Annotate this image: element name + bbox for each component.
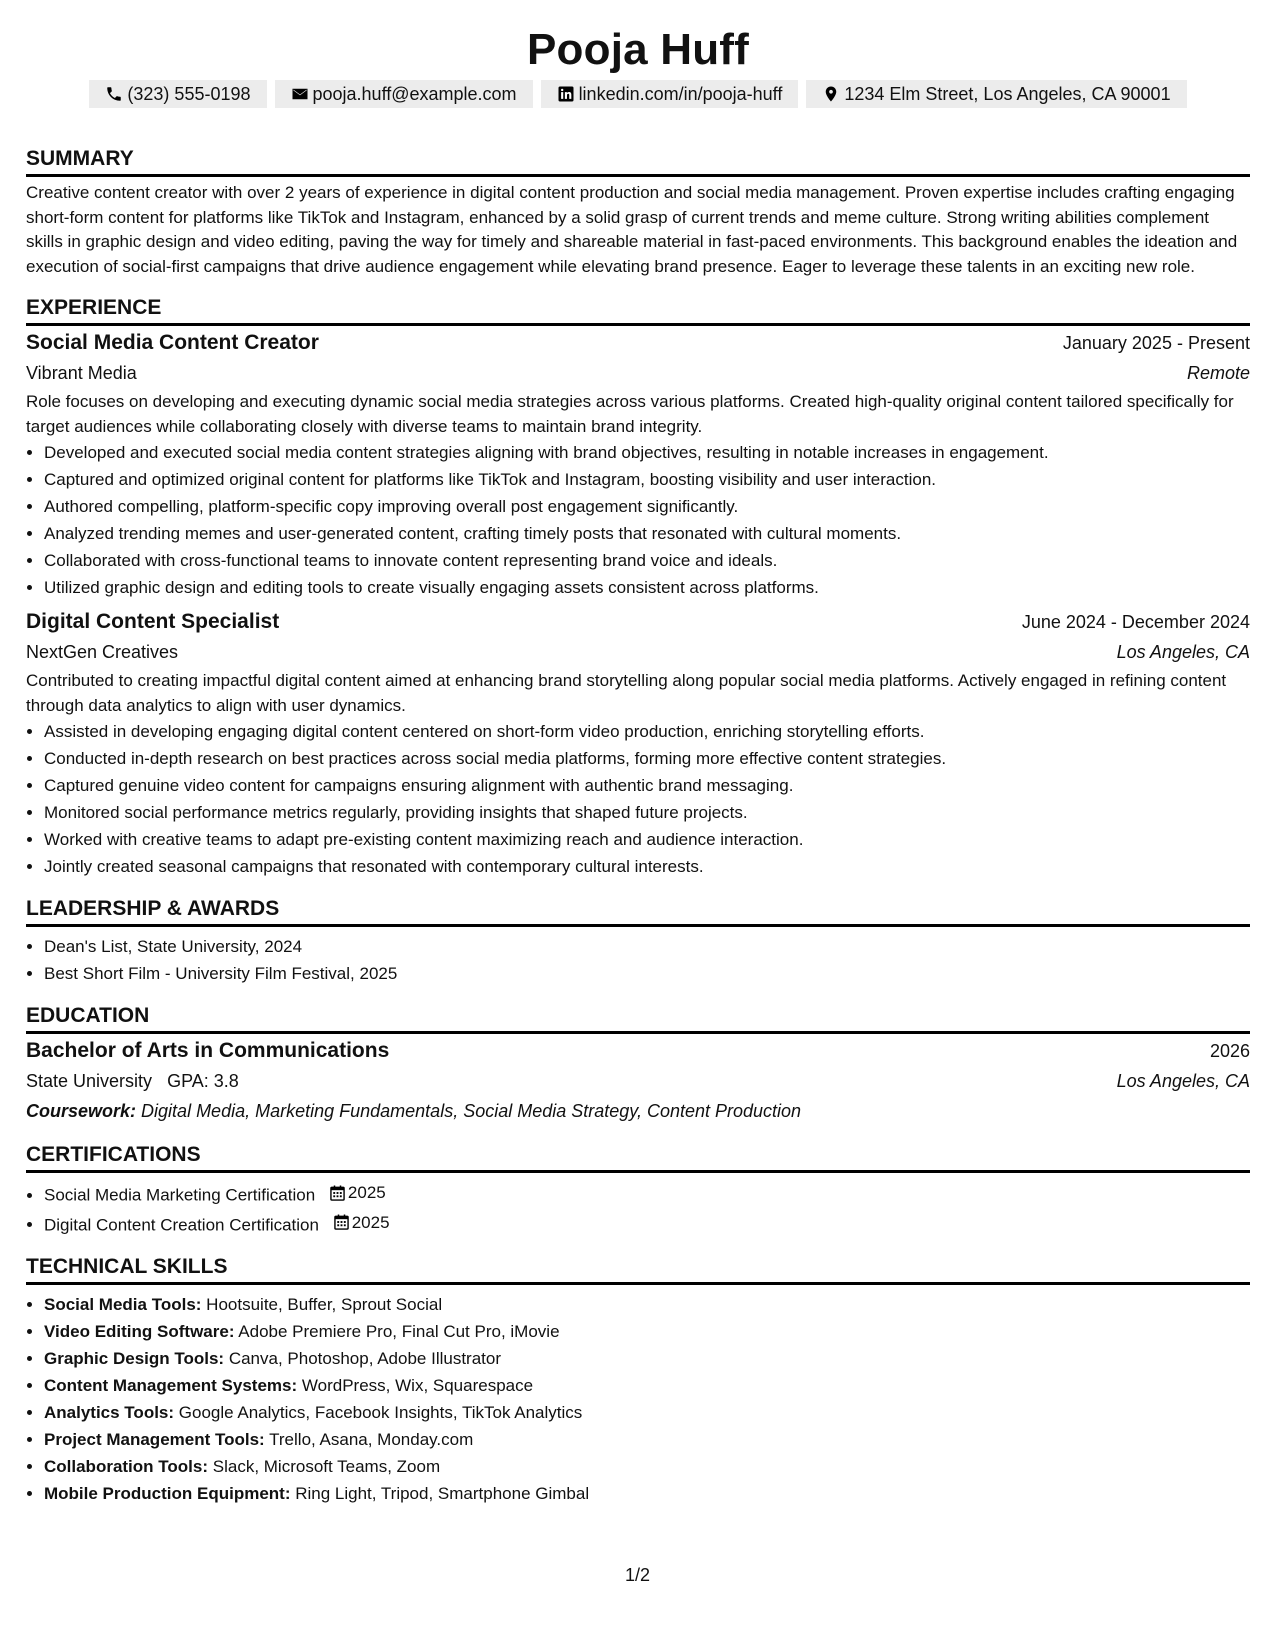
leadership-list bbox=[26, 933, 1250, 987]
calendar-icon bbox=[330, 1185, 345, 1201]
job-company: NextGen Creatives bbox=[26, 642, 179, 662]
cert-year: 2025 bbox=[347, 1183, 386, 1202]
address-text: 1234 Elm Street, Los Angeles, CA 90001 bbox=[844, 84, 1171, 104]
list-item bbox=[44, 1372, 1250, 1399]
cert-year: 2025 bbox=[351, 1212, 390, 1232]
coursework bbox=[26, 1096, 1250, 1126]
job-title: Digital Content Specialist bbox=[26, 610, 280, 633]
job-entry bbox=[26, 607, 1250, 880]
list-item bbox=[44, 1399, 1250, 1426]
list-item: • Developed and executed social media content strategies aligning with brand objectives, resulting in notable increases in engagement. bbox=[44, 439, 1250, 466]
graduation-year: 2026 bbox=[1209, 1041, 1250, 1061]
cert-name: Digital Content Creation Certification bbox=[44, 1215, 319, 1234]
phone-icon bbox=[105, 85, 123, 103]
school-location: Los Angeles, CA bbox=[1116, 1071, 1250, 1091]
resume-page bbox=[26, 0, 1250, 1507]
job-bullets bbox=[26, 718, 1250, 880]
list-item bbox=[44, 1209, 1250, 1239]
list-item: • Worked with creative teams to adapt pre-existing content maximizing reach and audience interaction. bbox=[44, 826, 1250, 853]
skill-label: Collaboration Tools: bbox=[44, 1457, 209, 1476]
education-section bbox=[26, 1003, 1250, 1126]
degree-title: Bachelor of Arts in Communications bbox=[26, 1039, 390, 1062]
list-item: • Conducted in-depth research on best practices across social media platforms, forming more effective content strategies. bbox=[44, 745, 1250, 772]
map-pin-icon bbox=[822, 85, 840, 103]
job-dates: June 2024 - December 2024 bbox=[1021, 612, 1250, 632]
skill-label: Analytics Tools: bbox=[44, 1403, 175, 1422]
linkedin-icon bbox=[557, 85, 575, 103]
list-item: • Assisted in developing engaging digital content centered on short-form video production, enriching storytelling efforts. bbox=[44, 718, 1250, 745]
experience-section bbox=[26, 295, 1250, 880]
list-item: • Collaborated with cross-functional teams to innovate content representing brand voice and ideals. bbox=[44, 547, 1250, 574]
list-item bbox=[44, 1426, 1250, 1453]
candidate-name: Pooja Huff bbox=[527, 25, 749, 74]
list-item bbox=[44, 1291, 1250, 1318]
skills-section bbox=[26, 1254, 1250, 1507]
list-item: • Jointly created seasonal campaigns that resonated with contemporary cultural interests. bbox=[44, 853, 1250, 880]
skill-value: Ring Light, Tripod, Smartphone Gimbal bbox=[295, 1484, 590, 1503]
job-dates: January 2025 - Present bbox=[1062, 333, 1250, 353]
job-description: Contributed to creating impactful digital content aimed at enhancing brand storytelling along popular social media platforms. Actively engaged in refining content through data analytics to align with user dynamics. bbox=[26, 671, 1227, 715]
summary-section bbox=[26, 146, 1250, 279]
education-heading: EDUCATION bbox=[26, 1003, 1250, 1034]
gpa: GPA: 3.8 bbox=[167, 1071, 239, 1091]
skill-label: Graphic Design Tools: bbox=[44, 1349, 225, 1368]
skill-value: Trello, Asana, Monday.com bbox=[269, 1430, 474, 1449]
job-description: Role focuses on developing and executing dynamic social media strategies across various platforms. Created high-quality original content tailored specifically for target audiences while collaborating closely with diverse teams to maintain brand integrity. bbox=[26, 392, 1234, 436]
certifications-section bbox=[26, 1142, 1250, 1238]
skill-value: Hootsuite, Buffer, Sprout Social bbox=[206, 1295, 443, 1314]
list-item: • Captured genuine video content for campaigns ensuring alignment with authentic brand messaging. bbox=[44, 772, 1250, 799]
skill-value: Adobe Premiere Pro, Final Cut Pro, iMovie bbox=[238, 1322, 560, 1341]
list-item bbox=[44, 1453, 1250, 1480]
job-location: Los Angeles, CA bbox=[1116, 642, 1250, 662]
list-item: • Captured and optimized original content for platforms like TikTok and Instagram, boosting visibility and user interaction. bbox=[44, 466, 1250, 493]
skills-list bbox=[26, 1291, 1250, 1507]
skill-value: Canva, Photoshop, Adobe Illustrator bbox=[228, 1349, 502, 1368]
contact-phone[interactable] bbox=[89, 80, 266, 108]
list-item: • Monitored social performance metrics regularly, providing insights that shaped future projects. bbox=[44, 799, 1250, 826]
skill-value: WordPress, Wix, Squarespace bbox=[301, 1376, 534, 1395]
list-item bbox=[44, 1345, 1250, 1372]
email-text: pooja.huff@example.com bbox=[312, 84, 517, 104]
contact-bar bbox=[26, 80, 1250, 108]
skill-label: Project Management Tools: bbox=[44, 1430, 265, 1449]
list-item: • Utilized graphic design and editing tools to create visually engaging assets consistent across platforms. bbox=[44, 574, 1250, 601]
contact-address bbox=[806, 80, 1186, 108]
leadership-heading: LEADERSHIP & AWARDS bbox=[26, 896, 1250, 927]
list-item: • Authored compelling, platform-specific copy improving overall post engagement significantly. bbox=[44, 493, 1250, 520]
job-company: Vibrant Media bbox=[26, 363, 137, 383]
certifications-heading: CERTIFICATIONS bbox=[26, 1142, 1250, 1173]
experience-heading: EXPERIENCE bbox=[26, 295, 1250, 326]
contact-linkedin[interactable] bbox=[541, 80, 799, 108]
phone-text: (323) 555-0198 bbox=[127, 84, 251, 104]
page-number: 1/2 bbox=[624, 1565, 651, 1585]
calendar-icon bbox=[334, 1214, 349, 1230]
job-title: Social Media Content Creator bbox=[26, 331, 319, 354]
coursework-list: Digital Media, Marketing Fundamentals, Social Media Strategy, Content Production bbox=[141, 1101, 802, 1121]
job-entry bbox=[26, 328, 1250, 601]
skill-value: Google Analytics, Facebook Insights, TikTok Analytics bbox=[178, 1403, 583, 1422]
list-item bbox=[44, 1318, 1250, 1345]
skills-heading: TECHNICAL SKILLS bbox=[26, 1254, 1250, 1285]
skill-value: Slack, Microsoft Teams, Zoom bbox=[212, 1457, 441, 1476]
list-item bbox=[44, 1480, 1250, 1507]
certifications-list bbox=[26, 1179, 1250, 1238]
list-item bbox=[44, 1179, 1250, 1209]
leadership-section bbox=[26, 896, 1250, 987]
coursework-label: Coursework: bbox=[26, 1101, 137, 1121]
list-item: • Dean's List, State University, 2024 bbox=[44, 933, 1250, 960]
list-item: • Analyzed trending memes and user-generated content, crafting timely posts that resonated with cultural moments. bbox=[44, 520, 1250, 547]
linkedin-text: linkedin.com/in/pooja-huff bbox=[578, 84, 783, 104]
skill-label: Content Management Systems: bbox=[44, 1376, 298, 1395]
skill-label: Mobile Production Equipment: bbox=[44, 1484, 291, 1503]
contact-email[interactable] bbox=[275, 80, 533, 108]
list-item: • Best Short Film - University Film Festival, 2025 bbox=[44, 960, 1250, 987]
summary-heading: SUMMARY bbox=[26, 146, 1250, 177]
skill-label: Video Editing Software: bbox=[44, 1322, 235, 1341]
school-name: State University bbox=[26, 1071, 153, 1091]
summary-text: Creative content creator with over 2 years of experience in digital content production and social media management. Proven expertise includes crafting engaging short-form content for platforms like TikTok and Instagram, enhanced by a solid grasp of current trends and meme culture. Strong writing abilities complement skills in graphic design and video editing, paving the way for timely and shareable material in fast-paced environments. This background enables the ideation and execution of social-first campaigns that drive audience engagement while elevating brand presence. Eager to leverage these talents in an exciting new role. bbox=[26, 183, 1238, 276]
envelope-icon bbox=[291, 85, 309, 103]
job-location: Remote bbox=[1186, 363, 1250, 383]
cert-name: Social Media Marketing Certification bbox=[44, 1185, 316, 1205]
job-bullets bbox=[26, 439, 1250, 601]
skill-label: Social Media Tools: bbox=[44, 1295, 202, 1314]
